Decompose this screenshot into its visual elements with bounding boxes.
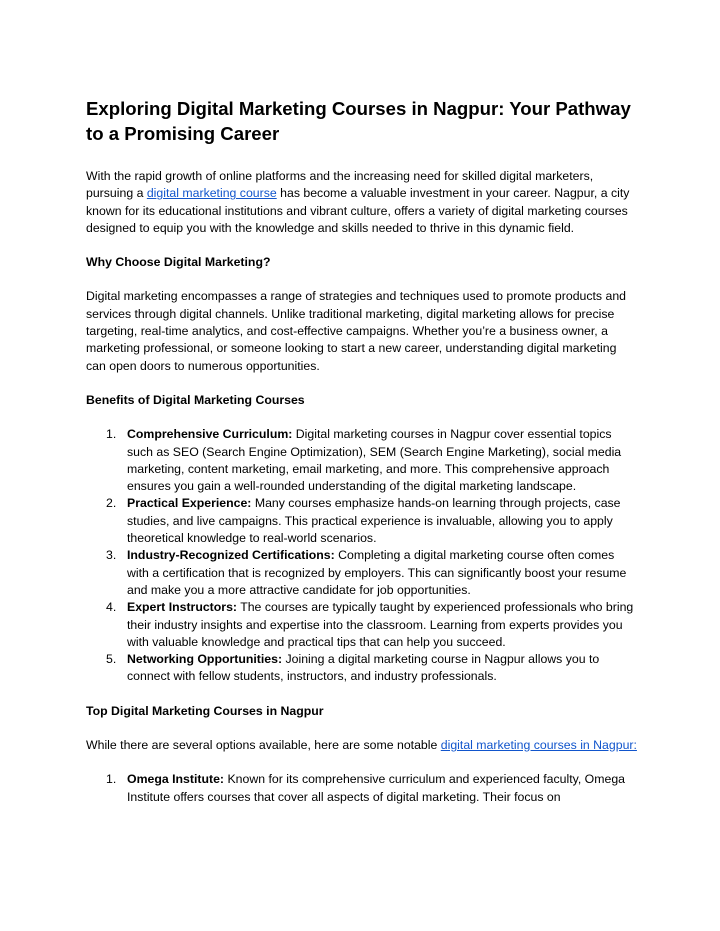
- benefits-heading: Benefits of Digital Marketing Courses: [86, 392, 305, 407]
- list-number: 2.: [106, 496, 117, 511]
- list-item: [86, 771, 638, 806]
- list-item-text: Completing a digital marketing course often comes with a certification that is recognized by employers. This can significantly boost your resume and make you a more attractive candidate for job opportunities.: [127, 548, 627, 597]
- page-title: Exploring Digital Marketing Courses in Nagpur: Your Pathway to a Promising Career: [86, 98, 631, 144]
- list-item-text: Digital marketing courses in Nagpur cover essential topics such as SEO (Search Engine Optimization), SEM (Search Engine Marketing), social media marketing, content marketing, email marketing, and more. This comprehensive approach ensures you gain a well-rounded understanding of the digital marketing landscape.: [127, 427, 622, 494]
- benefits-list: [86, 426, 638, 685]
- list-item-text: The courses are typically taught by experienced professionals who bring their industry insights and expertise into the classroom. Learning from experts provides you with valuable knowledge and practical tips that can help you succeed.: [127, 600, 634, 649]
- list-number: 4.: [106, 600, 117, 615]
- list-item-text: Joining a digital marketing course in Nagpur allows you to connect with fellow students, instructors, and industry professionals.: [127, 652, 600, 684]
- list-number: 3.: [106, 548, 117, 563]
- list-item: [86, 426, 638, 495]
- list-item-text: Known for its comprehensive curriculum and experienced faculty, Omega Institute offers courses that cover all aspects of digital marketing. Their focus on: [127, 772, 626, 804]
- top-text-before: While there are several options available, here are some notable: [86, 738, 441, 753]
- why-paragraph: Digital marketing encompasses a range of strategies and techniques used to promote products and services through digital channels. Unlike traditional marketing, digital marketing allows for precise targeting, real-time analytics, and cost-effective campaigns. Whether you’re a business owner, a marketing professional, or someone looking to start a new career, understanding digital marketing can open doors to numerous opportunities.: [86, 289, 627, 373]
- intro-text-before: With the rapid growth of online platforms and the increasing need for skilled digital marketers, pursuing a: [86, 169, 594, 201]
- top-courses-paragraph: [86, 737, 638, 754]
- list-item: [86, 599, 638, 651]
- list-number: 1.: [106, 772, 117, 787]
- list-item-title: Omega Institute:: [127, 772, 225, 787]
- list-item: [86, 495, 638, 547]
- intro-text-after: has become a valuable investment in your career. Nagpur, a city known for its educational institutions and vibrant culture, offers a variety of digital marketing courses designed to equip you with the knowledge and skills needed to thrive in this dynamic field.: [86, 186, 630, 235]
- top-courses-list: [86, 771, 638, 806]
- top-courses-heading: Top Digital Marketing Courses in Nagpur: [86, 703, 324, 718]
- list-item-title: Expert Instructors:: [127, 600, 238, 615]
- document-page: [86, 96, 638, 823]
- list-item-title: Networking Opportunities:: [127, 652, 283, 667]
- list-item: [86, 651, 638, 686]
- list-item: [86, 547, 638, 599]
- intro-paragraph: [86, 168, 638, 237]
- list-item-title: Industry-Recognized Certifications:: [127, 548, 335, 563]
- list-item-title: Practical Experience:: [127, 496, 252, 511]
- list-item-text: Many courses emphasize hands-on learning through projects, case studies, and live campaigns. This practical experience is invaluable, allowing you to apply theoretical knowledge to real-world scenarios.: [127, 496, 621, 546]
- list-item-title: Comprehensive Curriculum:: [127, 427, 293, 442]
- why-heading: Why Choose Digital Marketing?: [86, 255, 271, 270]
- list-number: 5.: [106, 652, 117, 667]
- list-number: 1.: [106, 427, 117, 442]
- digital-marketing-courses-nagpur-link[interactable]: digital marketing courses in Nagpur:: [440, 738, 637, 753]
- digital-marketing-course-link[interactable]: digital marketing course: [146, 186, 277, 201]
